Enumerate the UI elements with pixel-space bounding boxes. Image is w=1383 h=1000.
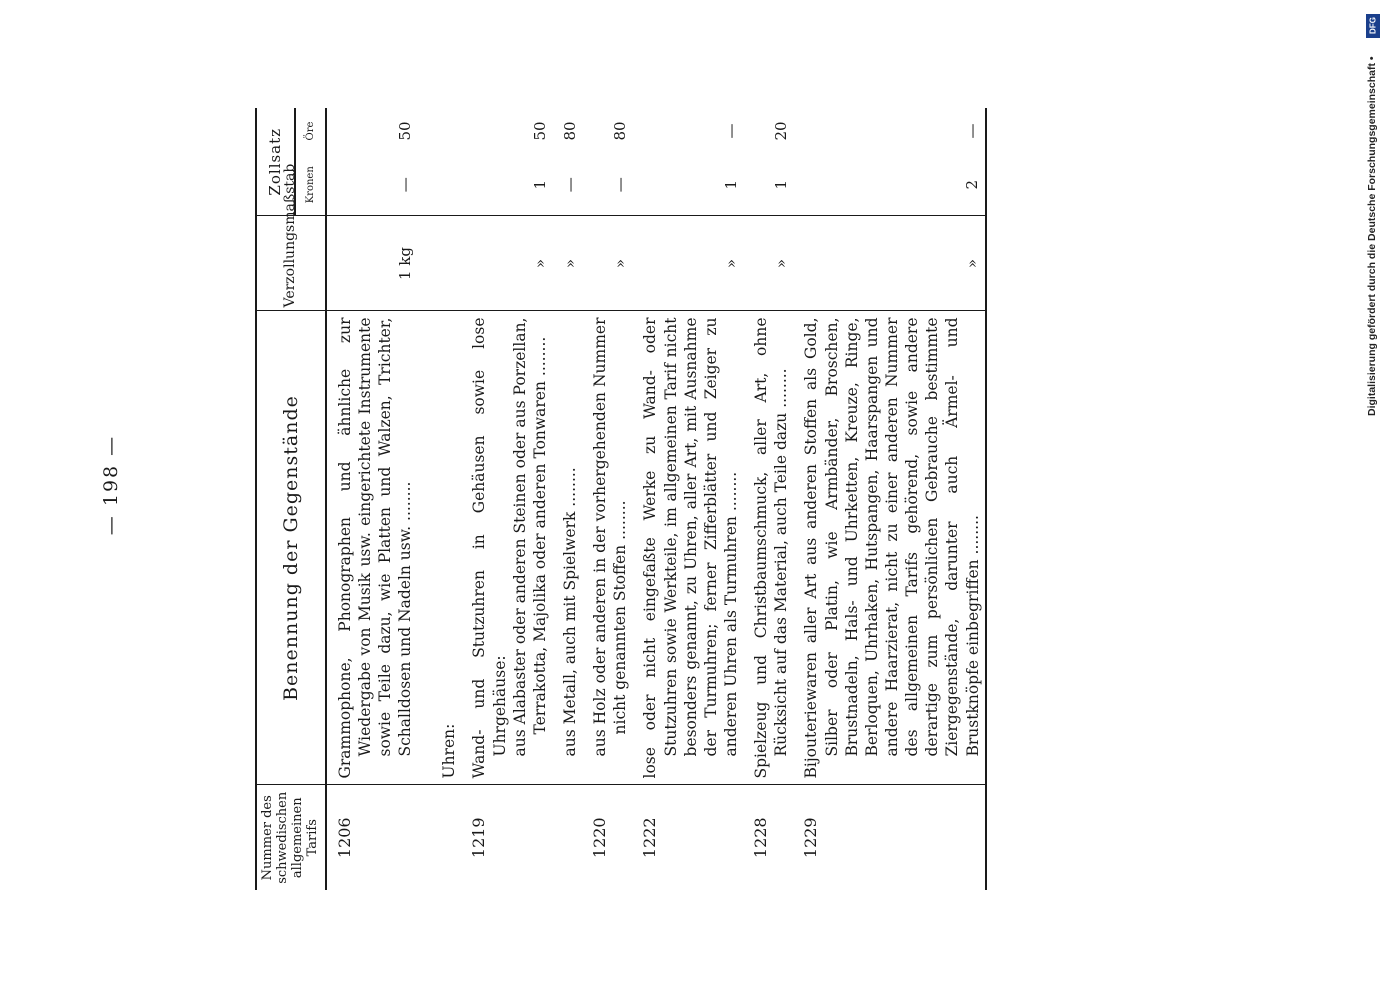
item-description: aus Metall, auch mit Spielwerk ........ [552,311,582,785]
duty-ore: 80 [560,121,579,141]
item-unit: » [582,216,632,311]
item-description: Bijouteriewaren aller Art aus anderen Stoffen als Gold, Silber oder Platin, wie Armbänder, Broschen, Brustnadeln, Hals- und Uhrketten, Kreuze, Ringe, Berloquen, Uhrhaken, Hutspangen, Haarspangen und andere Haarzierat, nicht zu einer anderen Nummer des allgemeinen Tarifs gehörend, sowie andere derartige zum persönlichen Gebrauche bestimmte Ziergegenstände, darunter auch Ärmel- und Brustknöpfe einbegriffen ........ [793,311,985,785]
duty-ore: — [793,108,985,154]
item-unit: » [632,216,743,311]
item-unit: » [793,216,985,311]
header-kronen: Kronen [295,154,326,216]
item-description: Uhren: [417,311,461,785]
tariff-number: 1229 [793,785,985,890]
table-row [632,108,743,890]
tariff-number: 1206 [334,817,354,859]
sponsor-strip [1366,8,1382,416]
item-unit: » [552,216,582,311]
item-description: Grammophone, Phonographen und ähnliche zur Wiedergabe von Musik usw. eingerichtete Instrumente sowie Teile dazu, wie Platten und Walzen, Trichter, Schalldosen und Nadeln usw. ........ [326,311,418,785]
item-unit [417,216,461,311]
item-description: Wand- und Stutzuhren in Gehäusen sowie lose Uhrgehäuse: aus Alabaster oder anderen Steinen oder aus Porzellan, Terrakotta, Majolika oder anderen Tonwaren ........ [461,311,552,785]
item-unit: » [743,216,793,311]
duty-kronen: 2 [793,154,985,216]
table-row [582,108,632,890]
table-row [552,108,582,890]
table-row [793,108,985,890]
duty-kronen: — [326,154,418,216]
duty-kronen [417,154,461,216]
duty-ore: 20 [771,121,790,141]
tariff-number [417,785,461,890]
duty-ore: 50 [395,121,414,141]
header-description: Benennung der Gegenstände [256,311,326,785]
duty-ore: 50 [530,121,549,141]
item-unit: 1 kg [326,216,418,311]
dfg-logo: DFG [1366,14,1380,38]
header-ore: Öre [295,108,326,154]
duty-kronen: 1 [632,154,743,216]
tariff-table [255,108,987,890]
table-row [461,108,552,890]
item-unit: » [461,216,552,311]
item-description: aus Holz oder anderen in der vorhergehenden Nummer nicht genannten Stoffen ........ [582,311,632,785]
tariff-number: 1220 [590,817,610,859]
item-description: Spielzeug und Christbaumschmuck, aller Art, ohne Rücksicht auf das Material, auch Teile dazu ........ [743,311,793,785]
duty-kronen: 1 [461,154,552,216]
header-duty-rate: Zollsatz [256,108,295,216]
table-row [743,108,793,890]
tariff-number: 1228 [751,817,771,859]
tariff-number: 1222 [640,817,660,859]
table-row [326,108,418,890]
duty-ore: — [721,123,740,139]
header-unit: Verzollungsmaßstab [256,216,326,311]
page-number: — 198 — [100,434,122,536]
table-row [417,108,461,890]
duty-ore: 80 [610,121,629,141]
duty-kronen: — [582,154,632,216]
duty-kronen: 1 [743,154,793,216]
item-description: lose oder nicht eingefaßte Werke zu Wand- oder Stutzuhren sowie Werkteile, im allgemeinen Tarif nicht besonders genannt, zu Uhren, aller Art, mit Ausnahme der Turmuhren; ferner Zifferblätter und Zeiger zu anderen Uhren als Turmuhren ........ [632,311,743,785]
tariff-number: 1219 [469,817,489,859]
tariff-number [552,785,582,890]
duty-kronen: — [552,154,582,216]
header-tariff-number: Nummer des schwedischen allgemeinen Tarifs [256,785,326,890]
duty-ore [417,108,461,154]
sponsor-text: Digitalisierung gefördert durch die Deutsche Forschungsgemeinschaft • [1366,56,1378,416]
